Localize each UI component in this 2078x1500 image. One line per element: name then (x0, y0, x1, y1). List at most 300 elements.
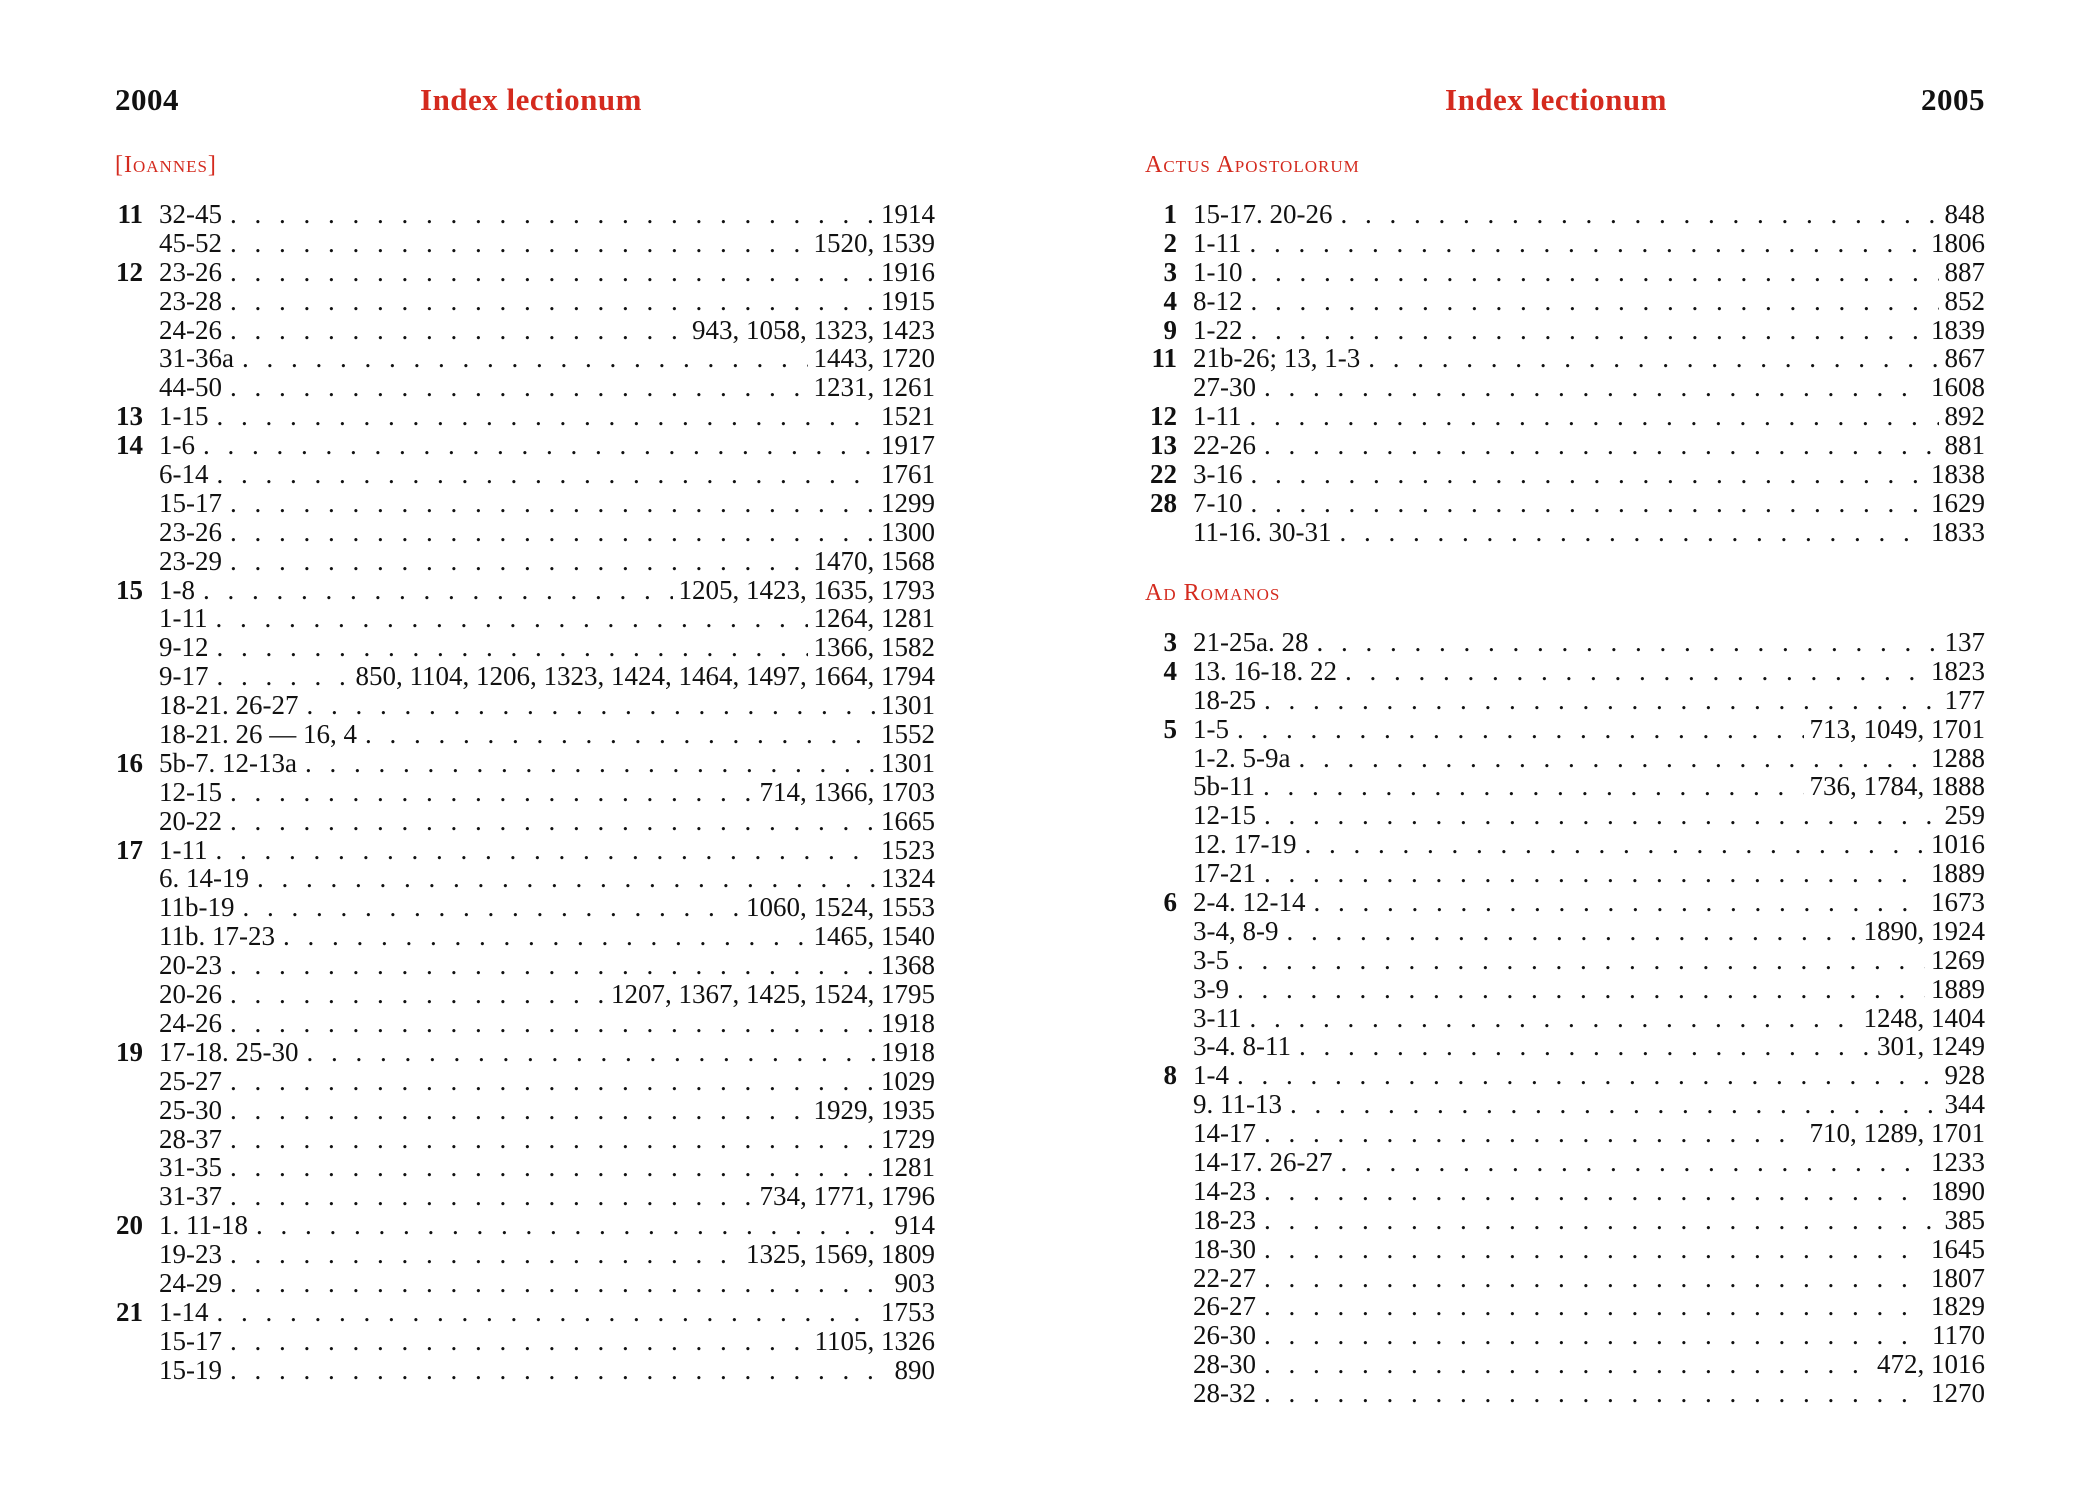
page-references: 1233 (1925, 1148, 1985, 1177)
verse-range: 1-10 (1193, 256, 1243, 287)
verse-range: 5b-7. 12-13a (159, 747, 297, 778)
verse-range: 11-16. 30-31 (1193, 516, 1332, 547)
index-row (115, 893, 935, 922)
section-actus-apostolorum (1145, 150, 1985, 547)
chapter-number: 8 (1163, 1060, 1177, 1091)
verse-range: 1. 11-18 (159, 1210, 248, 1241)
verse-range: 6. 14-19 (159, 863, 249, 894)
index-row (1145, 1119, 1985, 1148)
dot-leader (230, 1009, 875, 1038)
index-row (115, 489, 935, 518)
dot-leader (1340, 200, 1938, 229)
page-references: 1806 (1925, 229, 1985, 258)
index-list (1145, 628, 1985, 1408)
verse-range: 3-9 (1193, 973, 1229, 1004)
dot-leader (217, 662, 350, 691)
dot-leader (283, 922, 808, 951)
index-row (1145, 715, 1985, 744)
verse-range: 1-15 (159, 401, 209, 432)
verse-range: 20-26 (159, 979, 222, 1010)
page-references: 1170 (1926, 1321, 1985, 1350)
verse-range: 9. 11-13 (1193, 1089, 1282, 1120)
dot-leader (216, 604, 808, 633)
page-references: 1368 (875, 951, 935, 980)
verse-range: 18-21. 26 — 16, 4 (159, 719, 357, 750)
index-row (1145, 489, 1985, 518)
verse-range: 1-11 (1193, 227, 1242, 258)
index-row (115, 778, 935, 807)
index-row (115, 807, 935, 836)
verse-range: 14-17. 26-27 (1193, 1147, 1333, 1178)
page-references: 259 (1939, 801, 1986, 830)
index-row (1145, 1379, 1985, 1408)
verse-range: 26-30 (1193, 1320, 1256, 1351)
dot-leader (1251, 287, 1939, 316)
index-row (1145, 946, 1985, 975)
verse-range: 12-15 (1193, 800, 1256, 831)
index-row (115, 662, 935, 691)
verse-range: 13. 16-18. 22 (1193, 655, 1337, 686)
dot-leader (217, 1298, 876, 1327)
index-row (1145, 1032, 1985, 1061)
page-references: 1231, 1261 (808, 373, 936, 402)
page-references: 301, 1249 (1871, 1032, 1985, 1061)
page-references: 850, 1104, 1206, 1323, 1424, 1464, 1497, 1664, 1794 (350, 662, 936, 691)
verse-range: 1-14 (159, 1296, 209, 1327)
dot-leader (1250, 402, 1939, 431)
dot-leader (1264, 1379, 1925, 1408)
dot-leader (1264, 1235, 1925, 1264)
left-page (115, 0, 935, 1500)
dot-leader (243, 893, 741, 922)
dot-leader (1263, 772, 1804, 801)
index-row (115, 1009, 935, 1038)
index-row (1145, 744, 1985, 773)
index-row (1145, 1061, 1985, 1090)
index-list (1145, 200, 1985, 547)
dot-leader (230, 489, 875, 518)
dot-leader (1251, 258, 1939, 287)
chapter-number: 6 (1163, 887, 1177, 918)
verse-range: 44-50 (159, 372, 222, 403)
dot-leader (1339, 518, 1925, 547)
verse-range: 31-35 (159, 1152, 222, 1183)
verse-range: 25-30 (159, 1094, 222, 1125)
verse-range: 26-27 (1193, 1291, 1256, 1322)
index-row (1145, 888, 1985, 917)
page-references: 1761 (875, 460, 935, 489)
page-references: 1299 (875, 489, 935, 518)
verse-range: 5b-11 (1193, 771, 1255, 802)
page-references: 1060, 1524, 1553 (740, 893, 935, 922)
index-row (1145, 657, 1985, 686)
page-references: 914 (889, 1211, 936, 1240)
page-references: 1324 (875, 864, 935, 893)
index-row (115, 1269, 935, 1298)
index-row (1145, 258, 1985, 287)
dot-leader (230, 1096, 808, 1125)
right-page (1145, 0, 1985, 1500)
page-references: 1914 (875, 200, 935, 229)
verse-range: 15-19 (159, 1354, 222, 1385)
verse-range: 1-6 (159, 430, 195, 461)
page-references: 1325, 1569, 1809 (740, 1240, 935, 1269)
dot-leader (230, 1182, 754, 1211)
index-row (115, 980, 935, 1009)
verse-range: 23-28 (159, 285, 222, 316)
dot-leader (1250, 1004, 1858, 1033)
index-row (115, 402, 935, 431)
chapter-number: 5 (1163, 713, 1177, 744)
page-references: 867 (1939, 344, 1986, 373)
index-row (115, 633, 935, 662)
verse-range: 15-17. 20-26 (1193, 199, 1333, 229)
page-references: 1645 (1925, 1235, 1985, 1264)
dot-leader (1290, 1090, 1939, 1119)
verse-range: 31-37 (159, 1181, 222, 1212)
page-references: 1729 (875, 1125, 935, 1154)
chapter-number: 21 (116, 1296, 143, 1327)
page-references: 1443, 1720 (808, 344, 936, 373)
index-row (115, 604, 935, 633)
dot-leader (217, 460, 876, 489)
dot-leader (217, 633, 808, 662)
chapter-number: 19 (116, 1036, 143, 1067)
index-row (1145, 344, 1985, 373)
page-references: 710, 1289, 1701 (1804, 1119, 1986, 1148)
page-references: 1890, 1924 (1858, 917, 1986, 946)
index-row (1145, 373, 1985, 402)
verse-range: 14-17 (1193, 1118, 1256, 1149)
dot-leader (1264, 1321, 1926, 1350)
verse-range: 2-4. 12-14 (1193, 887, 1306, 918)
index-row (1145, 830, 1985, 859)
dot-leader (230, 200, 875, 229)
index-list (115, 200, 935, 1385)
verse-range: 11b. 17-23 (159, 921, 275, 952)
dot-leader (305, 749, 875, 778)
verse-range: 7-10 (1193, 487, 1243, 518)
dot-leader (1264, 1264, 1925, 1293)
verse-range: 31-36a (159, 343, 234, 374)
verse-range: 14-23 (1193, 1175, 1256, 1206)
chapter-number: 16 (116, 747, 143, 778)
verse-range: 18-25 (1193, 684, 1256, 715)
section-ioannes (115, 150, 935, 1385)
page-references: 734, 1771, 1796 (754, 1182, 936, 1211)
page-references: 1301 (875, 691, 935, 720)
page-references: 1269 (1925, 946, 1985, 975)
index-row (1145, 200, 1985, 229)
verse-range: 18-23 (1193, 1204, 1256, 1235)
chapter-number: 12 (1150, 401, 1177, 432)
page-references: 1205, 1423, 1635, 1793 (673, 576, 936, 605)
page-number-left: 2004 (115, 82, 179, 117)
chapter-number: 11 (1151, 343, 1177, 374)
dot-leader (1264, 1177, 1925, 1206)
index-row (1145, 975, 1985, 1004)
dot-leader (1298, 744, 1925, 773)
dot-leader (1368, 344, 1938, 373)
verse-range: 1-2. 5-9a (1193, 742, 1291, 773)
index-row (1145, 772, 1985, 801)
index-row (115, 344, 935, 373)
chapter-number: 2 (1163, 227, 1177, 258)
dot-leader (365, 720, 875, 749)
verse-range: 18-21. 26-27 (159, 690, 299, 721)
index-row (1145, 1177, 1985, 1206)
page-references: 713, 1049, 1701 (1804, 715, 1986, 744)
dot-leader (1305, 830, 1926, 859)
verse-range: 1-11 (159, 603, 208, 634)
index-row (1145, 859, 1985, 888)
verse-range: 17-18. 25-30 (159, 1036, 299, 1067)
page-references: 1889 (1925, 975, 1985, 1004)
verse-range: 23-29 (159, 545, 222, 576)
verse-range: 3-5 (1193, 944, 1229, 975)
page-references: 1918 (875, 1038, 935, 1067)
dot-leader (230, 229, 808, 258)
dot-leader (1264, 1119, 1804, 1148)
index-row (1145, 1004, 1985, 1033)
page-references: 1248, 1404 (1858, 1004, 1986, 1033)
chapter-number: 3 (1163, 256, 1177, 287)
dot-leader (230, 1153, 875, 1182)
page-references: 1918 (875, 1009, 935, 1038)
verse-range: 11b-19 (159, 892, 235, 923)
page-references: 1016 (1925, 830, 1985, 859)
page-references: 1608 (1925, 373, 1985, 402)
verse-range: 24-29 (159, 1267, 222, 1298)
verse-range: 20-22 (159, 805, 222, 836)
index-row (115, 316, 935, 345)
index-row (1145, 229, 1985, 258)
index-row (115, 1153, 935, 1182)
verse-range: 1-11 (1193, 401, 1242, 432)
dot-leader (230, 807, 875, 836)
index-row (115, 1298, 935, 1327)
verse-range: 1-4 (1193, 1060, 1229, 1091)
chapter-number: 15 (116, 574, 143, 605)
index-row (115, 576, 935, 605)
page-references: 1673 (1925, 888, 1985, 917)
verse-range: 3-16 (1193, 459, 1243, 490)
index-row (115, 836, 935, 865)
index-row (115, 431, 935, 460)
index-row (115, 258, 935, 287)
dot-leader (306, 691, 875, 720)
verse-range: 24-26 (159, 314, 222, 345)
verse-range: 1-11 (159, 834, 208, 865)
dot-leader (1264, 1206, 1939, 1235)
page-references: 344 (1939, 1090, 1986, 1119)
index-row (115, 200, 935, 229)
index-row (1145, 1148, 1985, 1177)
verse-range: 23-26 (159, 516, 222, 547)
index-row (115, 922, 935, 951)
index-row (1145, 402, 1985, 431)
dot-leader (1345, 657, 1925, 686)
verse-range: 12. 17-19 (1193, 829, 1297, 860)
page-references: 852 (1939, 287, 1986, 316)
dot-leader (257, 864, 875, 893)
index-row (1145, 316, 1985, 345)
verse-range: 45-52 (159, 227, 222, 258)
verse-range: 28-37 (159, 1123, 222, 1154)
verse-range: 27-30 (1193, 372, 1256, 403)
index-row (115, 1067, 935, 1096)
verse-range: 22-26 (1193, 430, 1256, 461)
dot-leader (1237, 975, 1925, 1004)
page-references: 1889 (1925, 859, 1985, 888)
dot-leader (1313, 888, 1925, 917)
section-title: [Ioannes] (115, 152, 217, 178)
page-references: 1029 (875, 1067, 935, 1096)
index-row (115, 1096, 935, 1125)
index-row (115, 460, 935, 489)
verse-range: 23-26 (159, 256, 222, 287)
verse-range: 28-32 (1193, 1378, 1256, 1409)
page-references: 1288 (1925, 744, 1985, 773)
page-references: 1520, 1539 (808, 229, 936, 258)
verse-range: 9-17 (159, 661, 209, 692)
page-references: 1281 (875, 1153, 935, 1182)
chapter-number: 20 (116, 1210, 143, 1241)
section-title: Ad Romanos (1145, 580, 1281, 606)
page-references: 1890 (1925, 1177, 1985, 1206)
chapter-number: 13 (116, 401, 143, 432)
dot-leader (217, 402, 876, 431)
verse-range: 15-17 (159, 1325, 222, 1356)
dot-leader (230, 1240, 740, 1269)
index-row (1145, 1292, 1985, 1321)
dot-leader (1264, 859, 1925, 888)
page-references: 890 (889, 1356, 936, 1385)
verse-range: 8-12 (1193, 285, 1243, 316)
page-references: 1829 (1925, 1292, 1985, 1321)
verse-range: 25-27 (159, 1065, 222, 1096)
dot-leader (230, 980, 605, 1009)
dot-leader (1286, 917, 1857, 946)
index-row (115, 1038, 935, 1067)
index-row (115, 691, 935, 720)
dot-leader (230, 1327, 809, 1356)
page-references: 881 (1939, 431, 1986, 460)
dot-leader (1251, 489, 1926, 518)
verse-range: 20-23 (159, 950, 222, 981)
page-references: 1665 (875, 807, 935, 836)
page-references: 1833 (1925, 518, 1985, 547)
verse-range: 22-27 (1193, 1262, 1256, 1293)
dot-leader (306, 1038, 875, 1067)
page-references: 714, 1366, 1703 (754, 778, 936, 807)
page-references: 385 (1939, 1206, 1986, 1235)
verse-range: 21-25a. 28 (1193, 627, 1309, 657)
chapter-number: 22 (1150, 459, 1177, 490)
index-row (115, 373, 935, 402)
index-row (115, 1125, 935, 1154)
dot-leader (230, 1356, 889, 1385)
page-number-right: 2005 (1921, 82, 1985, 117)
page-references: 1105, 1326 (809, 1327, 936, 1356)
dot-leader (230, 316, 686, 345)
section-ad-romanos (1145, 578, 1985, 1408)
page-references: 1929, 1935 (808, 1096, 936, 1125)
page-references: 903 (889, 1269, 936, 1298)
chapter-number: 17 (116, 834, 143, 865)
page-references: 848 (1939, 200, 1986, 229)
page-references: 1465, 1540 (808, 922, 936, 951)
dot-leader (1251, 460, 1926, 489)
page-references: 1917 (875, 431, 935, 460)
running-title-right: Index lectionum (1445, 82, 1667, 117)
index-row (1145, 1321, 1985, 1350)
page-references: 1807 (1925, 1264, 1985, 1293)
page-references: 736, 1784, 1888 (1804, 772, 1986, 801)
chapter-number: 3 (1163, 627, 1177, 657)
dot-leader (1264, 1350, 1871, 1379)
index-row (115, 1240, 935, 1269)
verse-range: 17-21 (1193, 858, 1256, 889)
verse-range: 19-23 (159, 1239, 222, 1270)
dot-leader (203, 576, 673, 605)
page-references: 1366, 1582 (808, 633, 936, 662)
dot-leader (1299, 1032, 1871, 1061)
page-references: 928 (1939, 1061, 1986, 1090)
verse-range: 1-8 (159, 574, 195, 605)
chapter-number: 4 (1163, 655, 1177, 686)
index-row (1145, 1235, 1985, 1264)
chapter-number: 12 (116, 256, 143, 287)
index-row (115, 547, 935, 576)
index-row (1145, 917, 1985, 946)
index-row (115, 1211, 935, 1240)
dot-leader (230, 547, 808, 576)
verse-range: 3-4, 8-9 (1193, 915, 1279, 946)
dot-leader (1251, 316, 1926, 345)
page-references: 887 (1939, 258, 1986, 287)
verse-range: 24-26 (159, 1007, 222, 1038)
index-row (115, 720, 935, 749)
verse-range: 18-30 (1193, 1233, 1256, 1264)
dot-leader (203, 431, 875, 460)
page-references: 1753 (875, 1298, 935, 1327)
index-row (115, 518, 935, 547)
index-row (1145, 628, 1985, 657)
index-row (1145, 1206, 1985, 1235)
page-references: 1915 (875, 287, 935, 316)
chapter-number: 14 (116, 430, 143, 461)
index-row (115, 951, 935, 980)
dot-leader (230, 778, 754, 807)
dot-leader (1264, 686, 1939, 715)
page-references: 1207, 1367, 1425, 1524, 1795 (605, 980, 935, 1009)
dot-leader (230, 1269, 889, 1298)
index-row (1145, 1350, 1985, 1379)
page-references: 472, 1016 (1871, 1350, 1985, 1379)
page-references: 1470, 1568 (808, 547, 936, 576)
verse-range: 15-17 (159, 487, 222, 518)
dot-leader (1264, 373, 1925, 402)
dot-leader (242, 344, 808, 373)
chapter-number: 9 (1163, 314, 1177, 345)
page-references: 943, 1058, 1323, 1423 (686, 316, 935, 345)
verse-range: 1-5 (1193, 713, 1229, 744)
dot-leader (256, 1211, 889, 1240)
index-row (1145, 287, 1985, 316)
index-row (1145, 801, 1985, 830)
index-row (115, 1182, 935, 1211)
